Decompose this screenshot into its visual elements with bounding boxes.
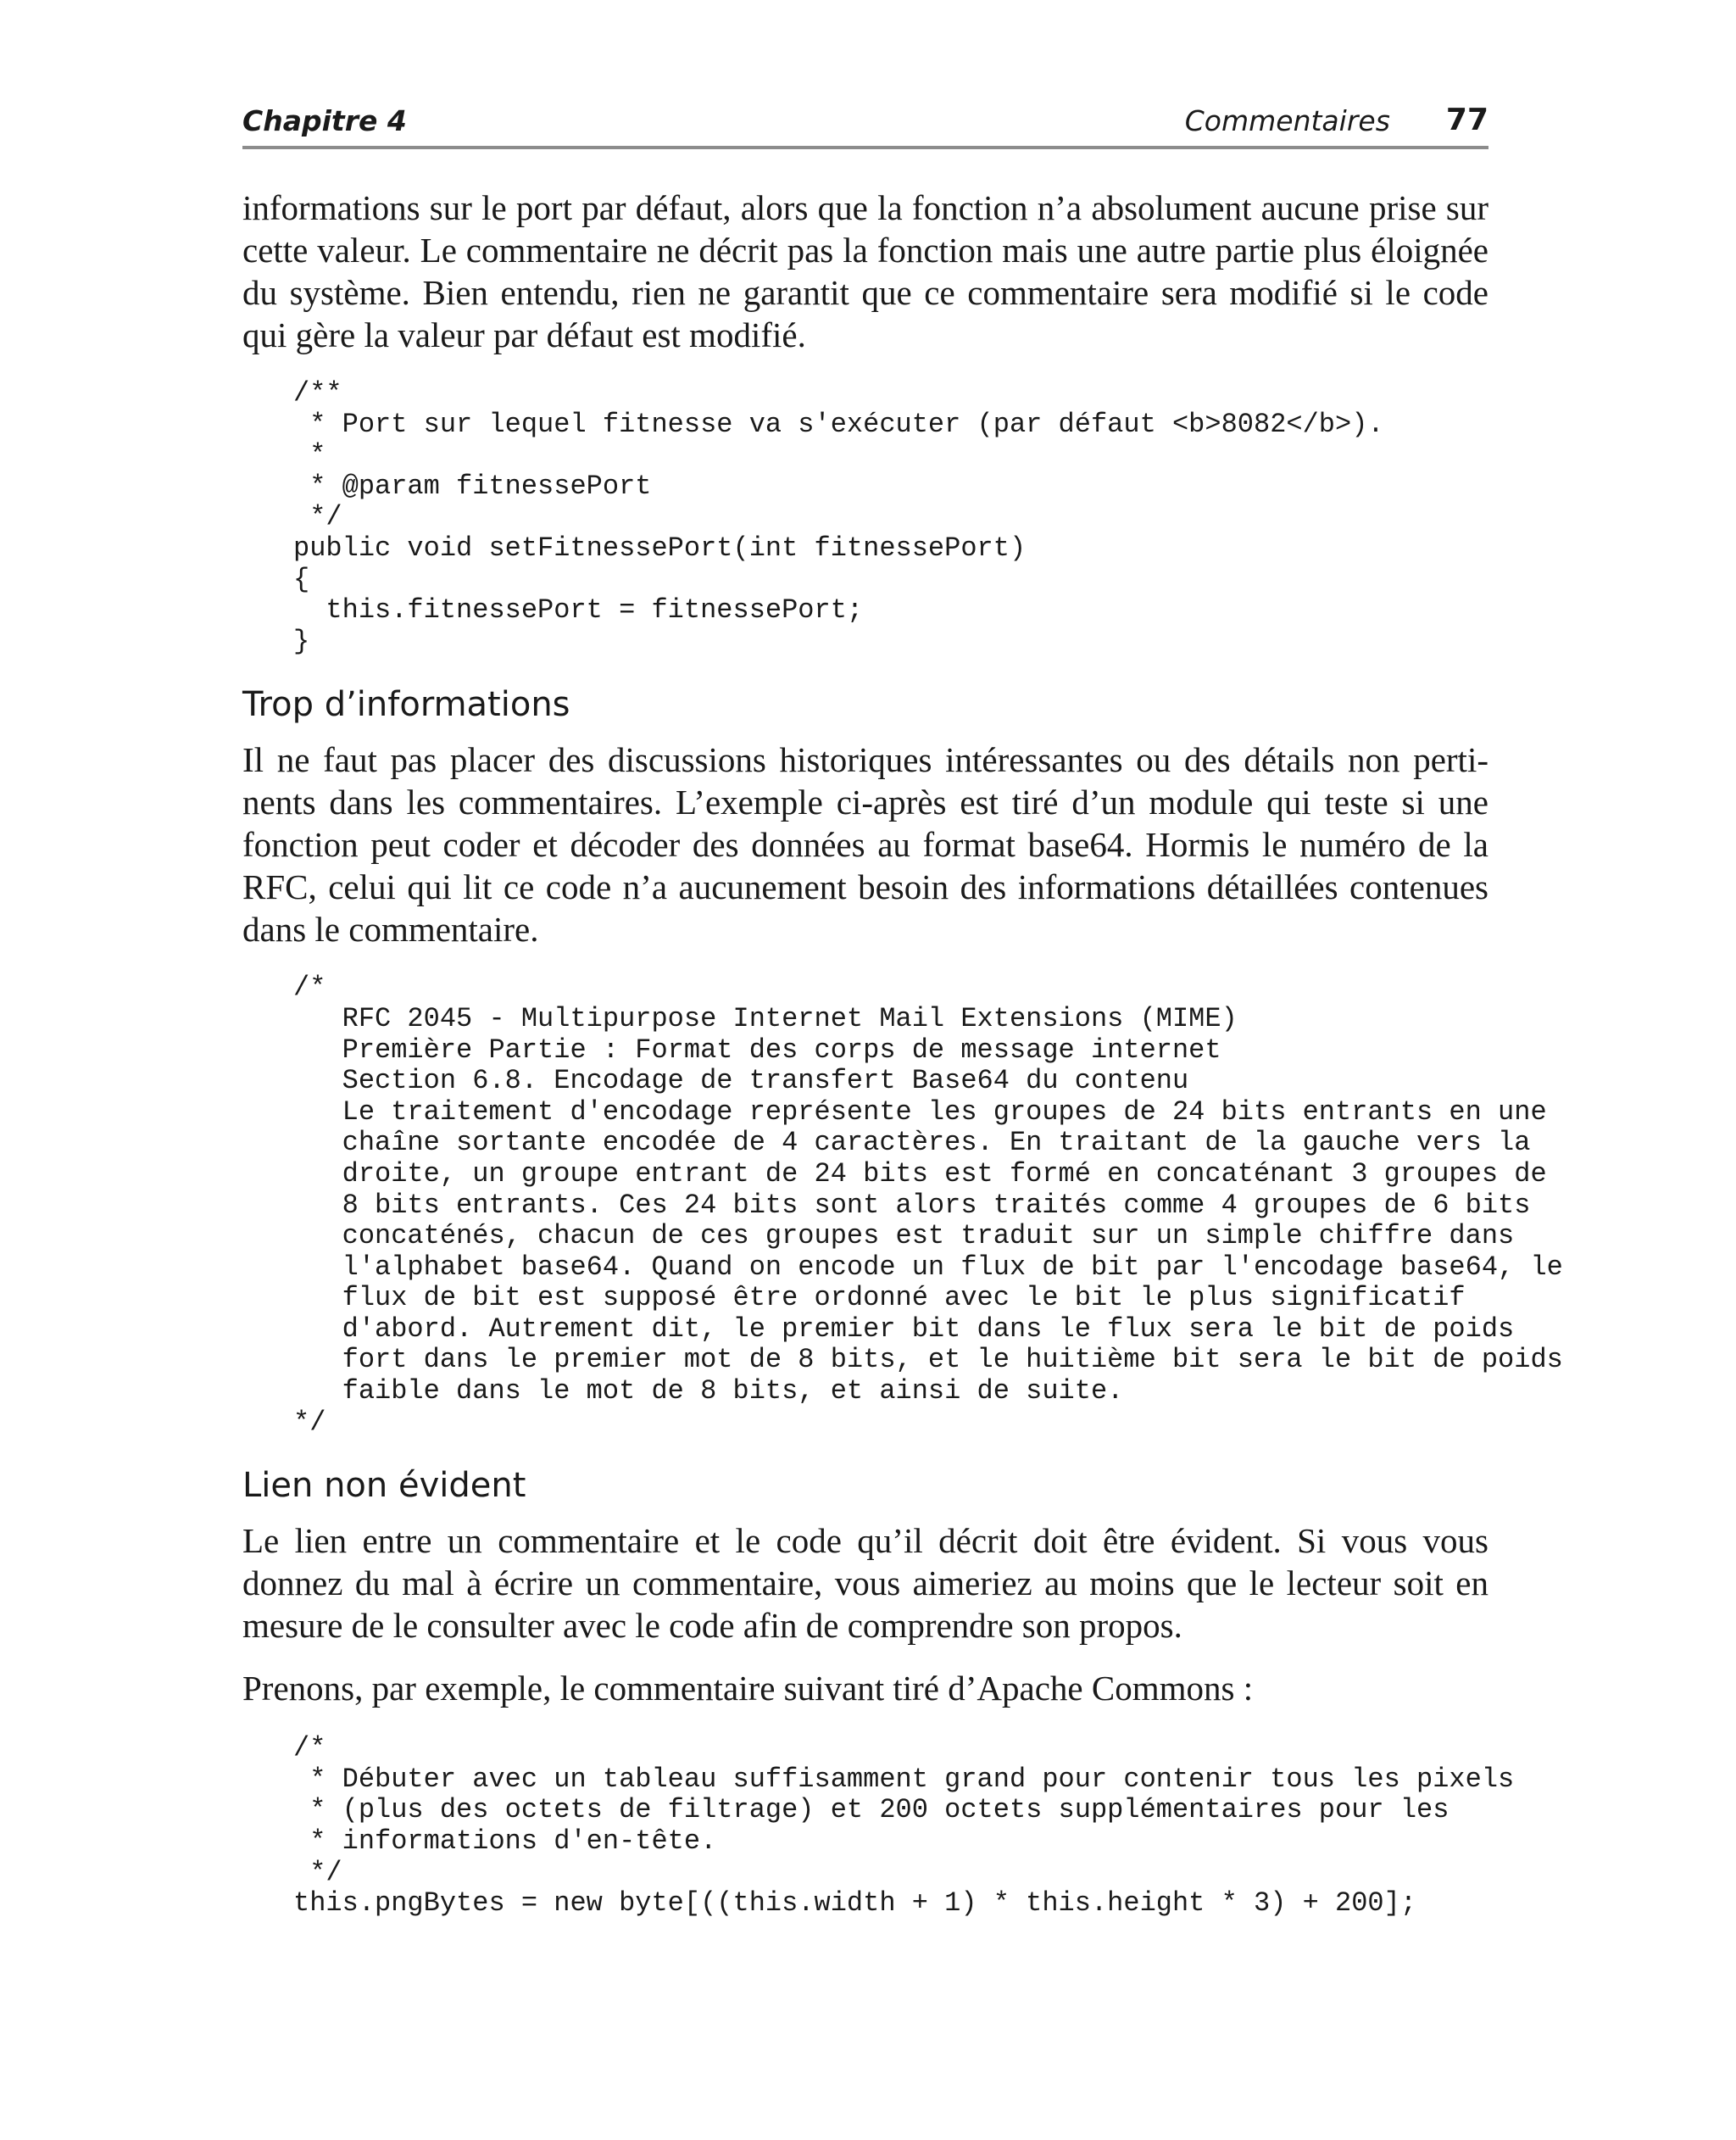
heading-trop-informations: Trop d’informations	[242, 685, 570, 725]
code-block-png-bytes: /* * Débuter avec un tableau suffisamment grand pour contenir tous les pixels * (plus des octets de filtrage) et 200 octets supplémentaires pour les * informations d'en-tête. */ this.pngBytes = new byte[((this.width + 1) * this.height * 3) + 200];	[293, 1732, 1515, 1920]
paragraph-obvious-link: Le lien entre un commentaire et le code qu’il décrit doit être évident. Si vous vous donnez du mal à écrire un commentaire, vous aimeriez au moins que le lecteur soit en mesure de le consulter avec le code afin de comprendre son propos.	[242, 1521, 1488, 1646]
page-number: 77	[1445, 103, 1488, 137]
section-label: Commentaires	[1184, 104, 1390, 137]
paragraph-historical-discussions: Il ne faut pas placer des discussions historiques intéressantes ou des détails non perti-nents dans les commentaires. L’exemple ci-après est tiré d’un module qui teste si une fonction peut coder et décoder des données au format base64. Hormis le numéro de la RFC, celui qui lit ce code n’a aucunement besoin des informations détaillées contenues dans le commentaire.	[242, 740, 1488, 950]
chapter-label: Chapitre 4	[242, 104, 407, 137]
code-block-fitnesse-port: /** * Port sur lequel fitnesse va s'exécuter (par défaut <b>8082</b>). * * @param fitnessePort */ public void setFitnessePort(int fitnessePort) { this.fitnessePort = fitnessePort; }	[293, 377, 1384, 657]
code-block-rfc-2045: /* RFC 2045 - Multipurpose Internet Mail Extensions (MIME) Première Partie : Format des corps de message internet Section 6.8. Encodage de transfert Base64 du contenu Le traitement d'encodage représente les groupes de 24 bits entrants en une chaîne sortante encodée de 4 caractères. En traitant de la gauche vers la droite, un groupe entrant de 24 bits est formé en concaténant 3 groupes de 8 bits entrants. Ces 24 bits sont alors traités comme 4 groupes de 6 bits concaténés, chacun de ces groupes est traduit sur un simple chiffre dans l'alphabet base64. Quand on encode un flux de bit par l'encodage base64, le flux de bit est supposé être ordonné avec le bit le plus significatif d'abord. Autrement dit, le premier bit dans le flux sera le bit de poids fort dans le premier mot de 8 bits, et le huitième bit sera le bit de poids faible dans le mot de 8 bits, et ainsi de suite. */	[293, 972, 1563, 1438]
book-page	[242, 100, 1563, 1920]
running-header	[242, 100, 1488, 149]
paragraph-apache-example: Prenons, par exemple, le commentaire suivant tiré d’Apache Commons :	[242, 1669, 1254, 1708]
heading-lien-non-evident: Lien non évident	[242, 1466, 526, 1506]
paragraph-default-port: informations sur le port par défaut, alors que la fonction n’a absolument aucune prise sur cette valeur. Le commentaire ne décrit pas la fonction mais une autre partie plus éloignée du système. Bien entendu, rien ne garantit que ce commentaire sera modifié si le code qui gère la valeur par défaut est modifié.	[242, 188, 1488, 354]
